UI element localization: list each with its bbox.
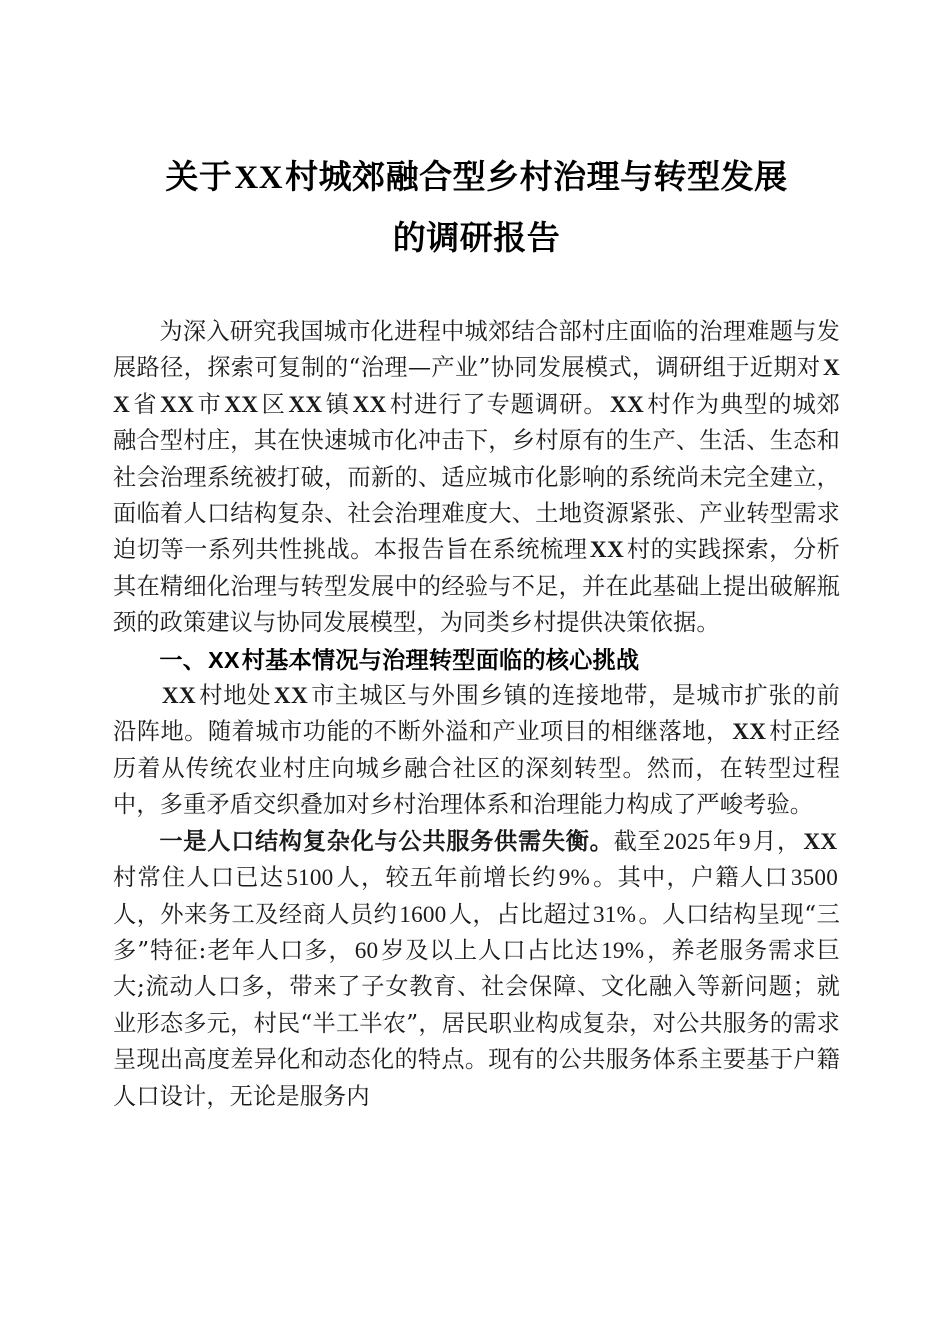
para3-seg-7: 人，外来务工及经商人员约 xyxy=(113,900,398,928)
title-line-1-part-2: 村城郊融合型乡村治理与转型发展 xyxy=(285,160,788,196)
para3-migrant-share: 31% xyxy=(592,901,637,928)
para3-seg-5: 人，较五年前增长约 xyxy=(335,864,557,892)
section-heading-1 xyxy=(113,642,840,678)
heading1-text: 村基本情况与治理转型面临的核心挑战 xyxy=(241,646,640,673)
page-content xyxy=(113,148,840,1115)
document-body xyxy=(113,314,840,1115)
title-line-2: 的调研报告 xyxy=(392,221,561,257)
para3-seg-11: ，养老服务需求巨大;流动人口多，带来了子女教育、社会保障、文化融入等新问题；就业形态多元，村民“半工半农”，居民职业构成复杂，对公共服务的需求呈现出高度差异化和动态化的特点。现有的公共服务体系主要基于户籍人口设计，无论是服务内 xyxy=(113,936,840,1110)
para2-seg-2: 市主城区与外围乡镇的连接地带，是城市扩张的前沿阵地。随着城市功能的不断外溢和产业项目的相继落地， xyxy=(113,682,840,746)
para3-seg-4: 村常住人口已达 xyxy=(113,864,285,892)
title-placeholder: XX xyxy=(234,160,284,196)
para2-placeholder-2: XX xyxy=(273,683,309,710)
heading1-prefix: 一、 xyxy=(159,646,207,673)
para1-seg-5: 镇 xyxy=(324,390,350,418)
para3-seg-9: 。人口结构呈现“三多”特征:老年人口多， xyxy=(113,900,840,964)
para3-seg-8: 人，占比超过 xyxy=(448,900,591,928)
heading1-placeholder: XX xyxy=(208,646,240,673)
para1-placeholder-2: XX xyxy=(160,391,195,418)
para1-seg-2: 省 xyxy=(132,390,158,418)
para3-seg-6: 。其中，户籍人口 xyxy=(592,864,789,892)
para2-placeholder-3: XX xyxy=(732,719,767,746)
para3-elderly-share: 19% xyxy=(601,937,645,964)
document-title xyxy=(113,148,840,270)
para3-lead-in: 一是人口结构复杂化与公共服务供需失衡。 xyxy=(159,827,614,855)
para3-year: 2025 xyxy=(663,828,711,855)
para3-month: 9 xyxy=(738,828,751,855)
para1-seg-8: 村的实践探索，分析其在精细化治理与转型发展中的经验与不足，并在此基础上提出破解瓶颈的政策建议与协同发展模型，为同类乡村提供决策依据。 xyxy=(113,536,841,637)
title-line-1-part-1: 关于 xyxy=(165,160,233,196)
para3-seg-2: 年 xyxy=(712,827,737,855)
para3-seg-3: 月， xyxy=(752,827,801,855)
para1-placeholder-5: XX xyxy=(352,391,387,418)
para3-seg-1: 截至 xyxy=(613,827,662,855)
paragraph-village-overview xyxy=(113,678,840,824)
para1-seg-6: 村进行了专题调研。 xyxy=(389,390,608,418)
para2-seg-3: 村正经历着从传统农业村庄向城乡融合社区的深刻转型。然而，在转型过程中，多重矛盾交织叠加对乡村治理体系和治理能力构成了严峻考验。 xyxy=(113,718,840,819)
para2-placeholder-1: XX xyxy=(161,683,196,710)
para3-registered-population: 3500 xyxy=(790,865,838,892)
paragraph-intro xyxy=(113,314,840,642)
para3-migrant-population: 1600 xyxy=(399,901,447,928)
para1-seg-1: 为深入研究我国城市化进程中城郊结合部村庄面临的治理难题与发展路径，探索可复制的“治理—产业”协同发展模式，调研组于近期对 xyxy=(113,318,840,382)
para1-placeholder-4: XX xyxy=(288,391,323,418)
paragraph-population-structure xyxy=(113,824,840,1115)
para1-placeholder-1: XX xyxy=(113,355,840,418)
para3-placeholder-1: XX xyxy=(803,828,838,855)
para1-placeholder-6: XX xyxy=(610,391,645,418)
para1-placeholder-3: XX xyxy=(224,391,259,418)
para3-resident-population: 5100 xyxy=(286,865,334,892)
para3-seg-10: 岁及以上人口占比达 xyxy=(380,936,600,964)
para1-seg-3: 市 xyxy=(196,390,222,418)
para1-seg-7: 村作为典型的城郊融合型村庄，其在快速城市化冲击下，乡村原有的生产、生活、生态和社会治理系统被打破，而新的、适应城市化影响的系统尚未完全建立，面临着人口结构复杂、社会治理难度大、土地资源紧张、产业转型需求迫切等一系列共性挑战。本报告旨在系统梳理 xyxy=(113,390,841,564)
para2-seg-1: 村地处 xyxy=(198,682,272,710)
para3-elderly-age: 60 xyxy=(354,937,379,964)
para3-growth-rate: 9% xyxy=(558,865,590,892)
para1-seg-4: 区 xyxy=(260,390,286,418)
para1-placeholder-7: XX xyxy=(589,537,625,564)
